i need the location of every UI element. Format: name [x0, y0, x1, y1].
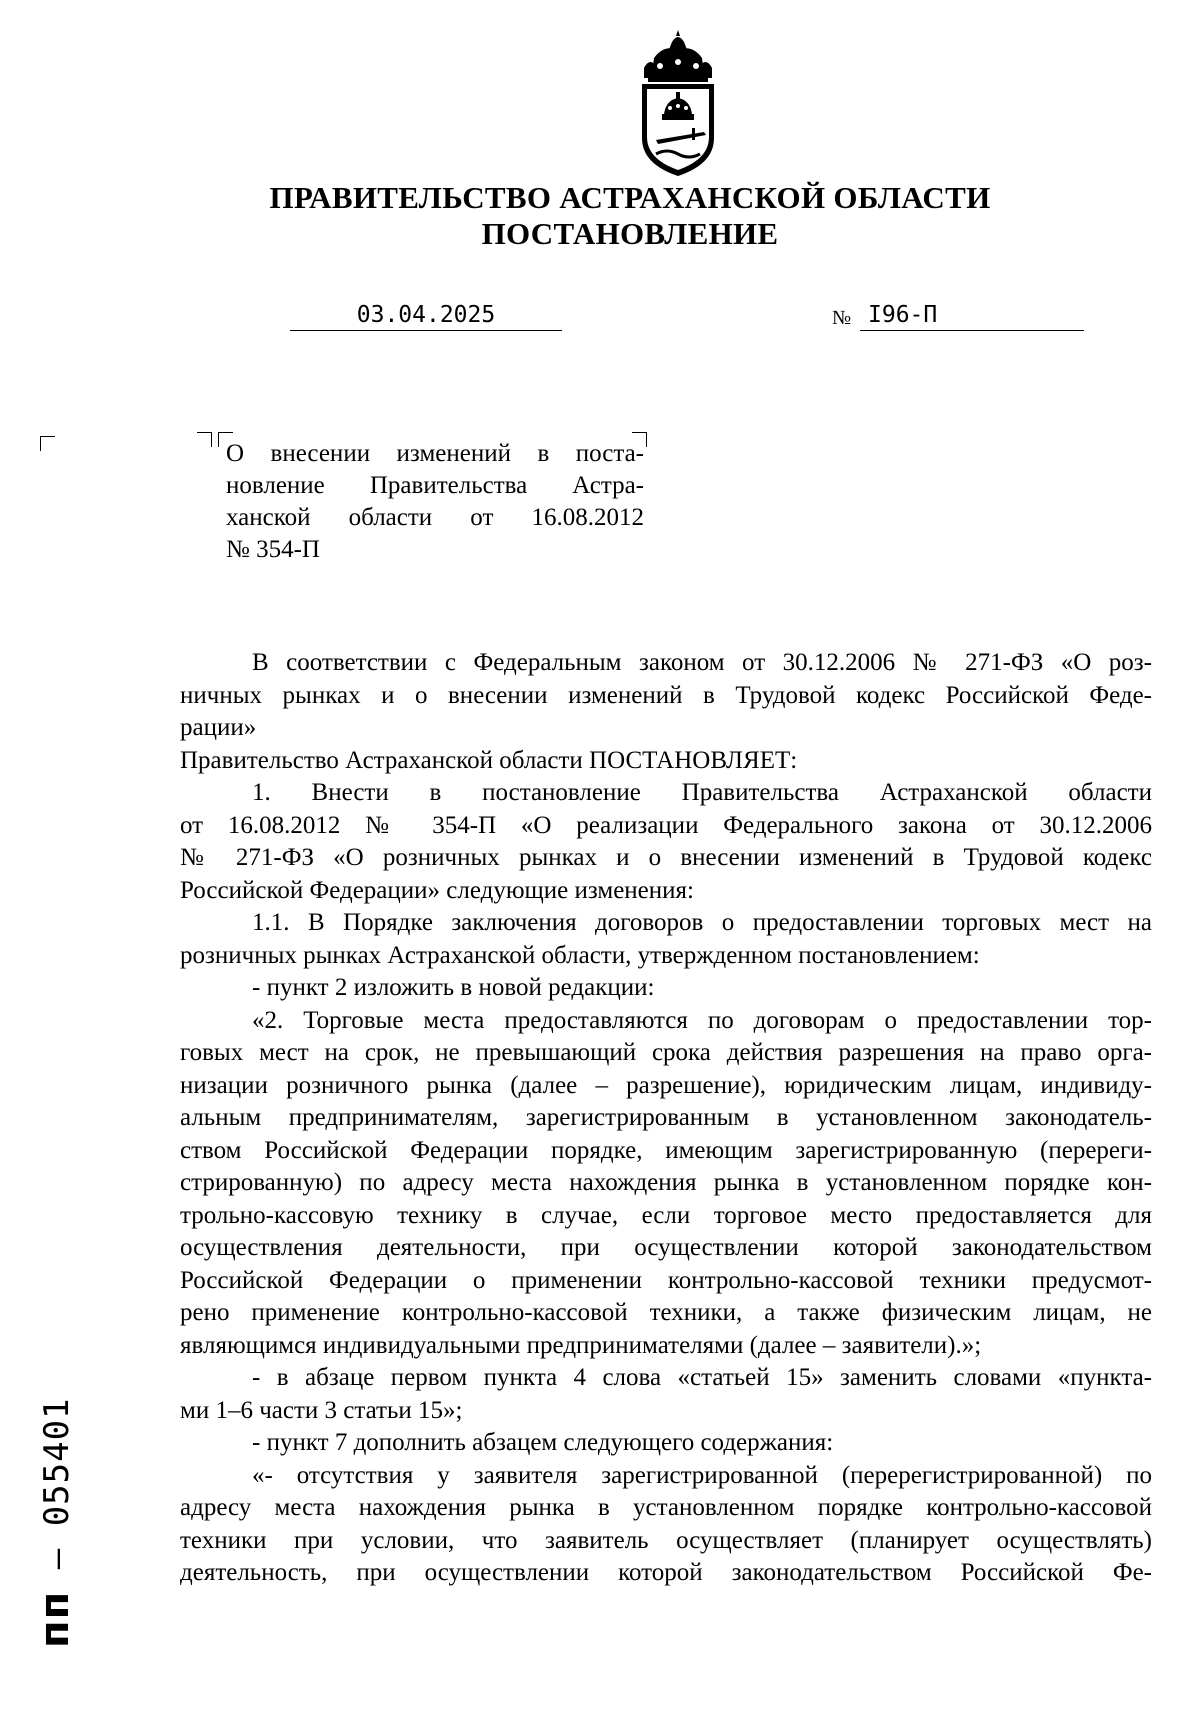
body-line: ством Российской Федерации порядке, имеющим зарегистрированную (перереги- [180, 1136, 1152, 1164]
body-line: Российской Федерации о применении контрольно-кассовой техники предусмот- [180, 1266, 1152, 1294]
body-line: рено применение контрольно-кассовой техники, а также физическим лицам, не [180, 1299, 1152, 1326]
document-number: I96-П [868, 302, 938, 328]
corner-mark [197, 432, 212, 447]
subject-line: № 354-П [226, 536, 320, 563]
corner-mark [40, 436, 55, 451]
body-line: рации» [180, 714, 257, 741]
body-line: техники при условии, что заявитель осуществляет (планирует осуществлять) [180, 1526, 1152, 1554]
body-line: - в абзаце первом пункта 4 слова «статьей 15» заменить словами «пункта- [252, 1364, 1152, 1391]
serial-prefix: пп [32, 1590, 78, 1648]
coat-of-arms-icon [634, 28, 722, 178]
body-line: являющимся индивидуальными предпринимателями (далее – заявители).»; [180, 1331, 982, 1359]
body-line: 1. Внести в постановление Правительства Астраханской области [252, 779, 1152, 806]
document-body [180, 647, 1152, 1590]
body-line: розничных рынках Астраханской области, утвержденном постановлением: [180, 941, 980, 969]
body-line: № 271-ФЗ «О розничных рынках и о внесении изменений в Трудовой кодекс [180, 844, 1152, 871]
margin-serial-number: пп – 055401 [32, 1397, 78, 1648]
body-line: низации розничного рынка (далее – разрешение), юридическим лицам, индивиду- [180, 1071, 1152, 1099]
body-line: Правительство Астраханской области ПОСТАНОВЛЯЕТ: [180, 746, 798, 774]
body-line: «2. Торговые места предоставляются по договорам о предоставлении тор- [252, 1006, 1152, 1034]
body-line: стрированную) по адресу места нахождения рынка в установленном порядке кон- [180, 1169, 1152, 1196]
body-line: трольно-кассовую технику в случае, если торговое место предоставляется для [180, 1201, 1152, 1229]
document-date: 03.04.2025 [290, 302, 562, 331]
subject-line: ханской области от 16.08.2012 [226, 504, 644, 531]
body-line: ничных рынках и о внесении изменений в Трудовой кодекс Российской Феде- [180, 681, 1152, 709]
body-line: - пункт 7 дополнить абзацем следующего содержания: [252, 1429, 834, 1456]
body-line: деятельность, при осуществлении которой законодательством Российской Фе- [180, 1559, 1152, 1586]
body-line: альным предпринимателям, зарегистрированным в установленном законодатель- [180, 1104, 1152, 1131]
body-line: говых мест на срок, не превышающий срока действия разрешения на право орга- [180, 1039, 1152, 1066]
organization-title: ПРАВИТЕЛЬСТВО АСТРАХАНСКОЙ ОБЛАСТИ [269, 180, 991, 215]
body-line: осуществления деятельности, при осуществлении которой законодательством [180, 1234, 1152, 1261]
body-line: Российской Федерации» следующие изменения: [180, 876, 694, 904]
number-sign: № [832, 307, 852, 329]
subject-line: О внесении изменений в поста- [226, 440, 644, 467]
document-subject [226, 438, 644, 566]
serial-number: 055401 [37, 1397, 77, 1527]
body-line: ми 1–6 части 3 статьи 15»; [180, 1396, 463, 1424]
body-line: от 16.08.2012 № 354-П «О реализации Федерального закона от 30.12.2006 [180, 811, 1152, 839]
subject-line: новление Правительства Астра- [226, 472, 644, 499]
body-line: 1.1. В Порядке заключения договоров о предоставлении торговых мест на [252, 909, 1152, 936]
body-line: «- отсутствия у заявителя зарегистрированной (перерегистрированной) по [252, 1461, 1152, 1489]
document-type-title: ПОСТАНОВЛЕНИЕ [481, 216, 779, 251]
document-number-field [860, 302, 1084, 331]
body-line: - пункт 2 изложить в новой редакции: [252, 974, 655, 1001]
body-line: В соответствии с Федеральным законом от 30.12.2006 № 271-ФЗ «О роз- [252, 649, 1152, 676]
body-line: адресу места нахождения рынка в установленном порядке контрольно-кассовой [180, 1494, 1152, 1521]
